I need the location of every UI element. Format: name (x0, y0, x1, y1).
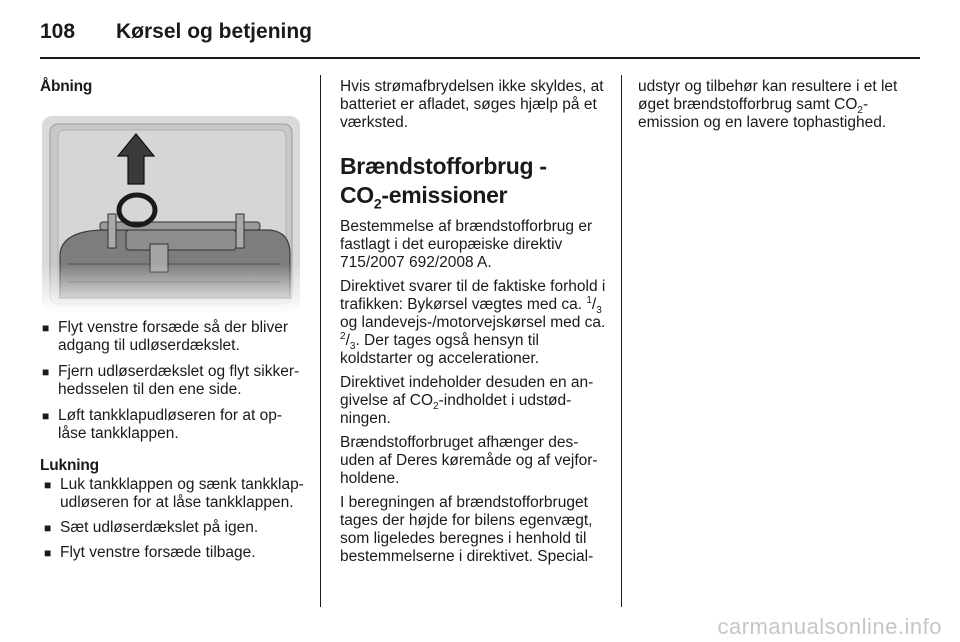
power-failure-note: Hvis strømafbrydelsen ikke skyldes, at batteriet er afladet, søges hjælp på et værksted. (340, 78, 604, 131)
list-item: ■ Flyt venstre forsæde så der bliver adgang til udløserdækslet. (40, 319, 308, 355)
opening-steps-list (40, 319, 308, 443)
fraction-numerator: 1 (586, 294, 592, 306)
list-item: ■ Flyt venstre forsæde tilbage. (42, 544, 308, 562)
subscript: 2 (433, 401, 439, 413)
paragraph-driving-style: Brændstofforbruget afhænger des-uden af Deres køremåde og af vejfor-holdene. (340, 434, 598, 487)
fraction-denominator: 3 (596, 305, 602, 317)
paragraph-co2-content (340, 374, 606, 428)
fraction-numerator: 2 (340, 330, 346, 342)
page-number: 108 (40, 20, 76, 43)
list-item: ■ Sæt udløserdækslet på igen. (42, 519, 308, 537)
heading-rest: -emissioner (381, 182, 508, 208)
opening-heading: Åbning (40, 78, 93, 95)
fraction-denominator: 3 (349, 341, 356, 353)
closing-steps-list (40, 476, 308, 562)
text-run: Direktivet svarer til de faktiske forhold i trafikken: Bykørsel vægtes med ca. (340, 278, 606, 313)
column-left (40, 78, 308, 569)
list-item: ■ Fjern udløserdækslet og flyt sikker-hedsselen til den ene side. (40, 363, 308, 399)
column-divider-left (320, 75, 321, 607)
column-divider-right (621, 75, 622, 607)
paragraph-traffic-weighting: Direktivet svarer til de faktiske forhold i trafikken: Bykørsel vægtes med ca. $^1/_3$ og landevejs-/motorvejskørsel med ca. $^2/_3$. Der tages også hensyn til koldstarter og accelerationer. (340, 278, 606, 367)
column-middle (340, 78, 606, 572)
text-run: -emission og en lavere tophastighed. (638, 96, 887, 131)
text-run: -indholdet i udstød-ningen. (340, 392, 572, 427)
watermark: carmanualsonline.info (717, 614, 942, 639)
text-run: . Der tages også hensyn til koldstarter og accelerationer. (340, 332, 540, 367)
column-right (638, 78, 904, 138)
fuel-flap-release-illustration (40, 114, 302, 314)
text-run: og landevejs-/motorvejskørsel med ca. (340, 314, 606, 331)
heading-subscript: 2 (373, 195, 382, 212)
paragraph-calculation: I beregningen af brændstofforbruget tages der højde for bilens egenvægt, som ligeledes beregnes i henhold til bestemmelserne i direktivet. Special- (340, 494, 594, 565)
subscript: 2 (857, 105, 863, 117)
chapter-title: Kørsel og betjening (116, 20, 313, 43)
closing-heading: Lukning (40, 457, 99, 474)
closing-section (40, 457, 308, 562)
heading-line-1: Brændstofforbrug - (340, 153, 547, 179)
list-item: ■ Løft tankklapudløseren for at op-låse tankklappen. (40, 407, 308, 443)
list-item: ■ Luk tankklappen og sænk tankklap-udløseren for at låse tankklappen. (42, 476, 308, 512)
text-run: Direktivet indeholder desuden en an-givelse af CO (340, 374, 594, 409)
section-heading-fuel-consumption (340, 152, 606, 210)
paragraph-special-equipment (638, 78, 904, 132)
heading-co: CO (340, 182, 374, 208)
header-rule (40, 57, 920, 59)
paragraph-directive: Bestemmelse af brændstofforbrug er fastlagt i det europæiske direktiv 715/2007 692/2008 A. (340, 218, 593, 271)
text-run: udstyr og tilbehør kan resultere i et let øget brændstofforbrug samt CO (638, 78, 898, 113)
page-header (40, 20, 920, 46)
